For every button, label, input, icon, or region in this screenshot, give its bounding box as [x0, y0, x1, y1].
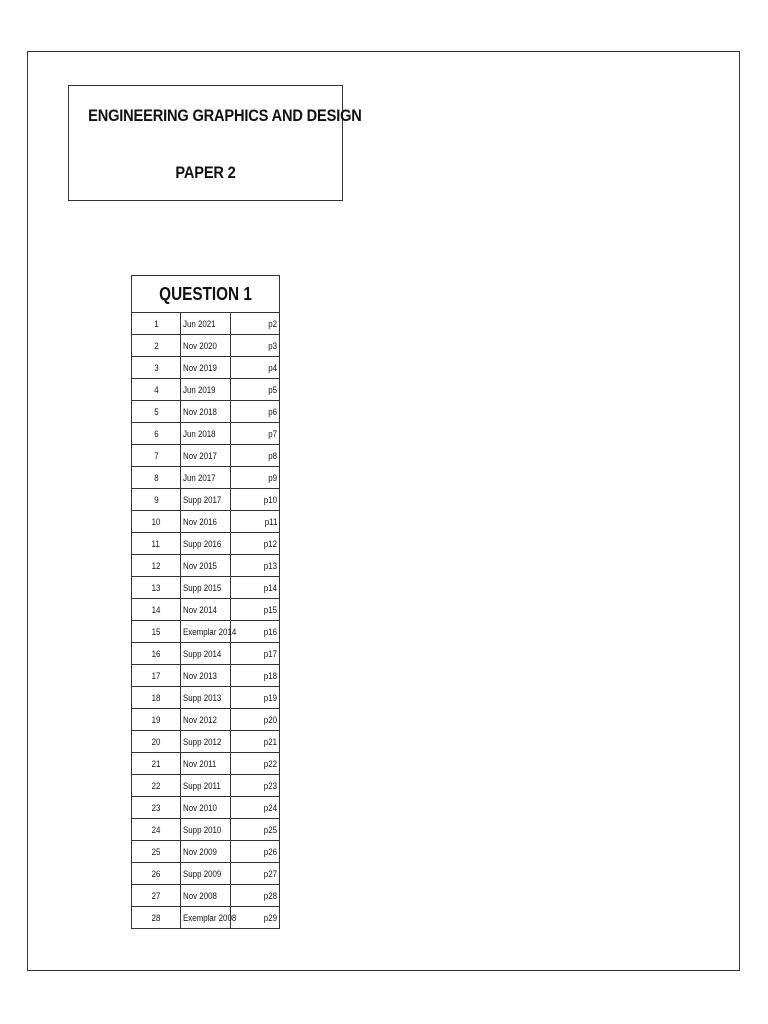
row-session: Nov 2009	[183, 846, 218, 857]
row-session: Jun 2018	[183, 428, 216, 439]
row-number-cell	[132, 599, 181, 621]
row-session-cell	[181, 489, 230, 511]
table-row	[132, 841, 280, 863]
row-number-cell	[132, 797, 181, 819]
table-row	[132, 335, 280, 357]
row-session-cell	[181, 357, 230, 379]
row-number-cell	[132, 709, 181, 731]
table-row	[132, 621, 280, 643]
row-session: Supp 2009	[183, 868, 222, 879]
row-number-cell	[132, 445, 181, 467]
row-page-ref-cell	[230, 753, 279, 775]
row-session: Supp 2010	[183, 824, 222, 835]
table-row	[132, 379, 280, 401]
row-session: Supp 2012	[183, 736, 222, 747]
row-page-ref-cell	[230, 643, 279, 665]
row-session-cell	[181, 335, 230, 357]
row-number-cell	[132, 357, 181, 379]
row-session-cell	[181, 819, 230, 841]
row-number: 4	[153, 384, 159, 395]
row-number: 14	[151, 604, 161, 615]
row-page-ref: p2	[268, 318, 277, 329]
table-row	[132, 775, 280, 797]
table-row	[132, 467, 280, 489]
table-row	[132, 753, 280, 775]
row-session-cell	[181, 797, 230, 819]
row-page-ref: p10	[263, 494, 277, 505]
row-page-ref-cell	[230, 863, 279, 885]
row-session: Nov 2010	[183, 802, 218, 813]
table-row	[132, 665, 280, 687]
table-row	[132, 401, 280, 423]
row-page-ref: p4	[268, 362, 277, 373]
row-session-cell	[181, 665, 230, 687]
row-page-ref: p6	[268, 406, 277, 417]
row-number: 8	[153, 472, 159, 483]
row-page-ref-cell	[230, 533, 279, 555]
row-page-ref: p20	[263, 714, 277, 725]
row-session: Nov 2011	[183, 758, 217, 769]
row-page-ref-cell	[230, 621, 279, 643]
table-body	[132, 313, 280, 929]
row-number-cell	[132, 731, 181, 753]
table-row	[132, 885, 280, 907]
row-session: Exemplar 2014	[183, 626, 237, 637]
row-session-cell	[181, 907, 237, 929]
row-session: Jun 2017	[183, 472, 216, 483]
row-page-ref: p3	[268, 340, 277, 351]
row-session: Nov 2019	[183, 362, 218, 373]
row-page-ref: p7	[268, 428, 277, 439]
row-number: 17	[151, 670, 161, 681]
table-row	[132, 731, 280, 753]
row-session-cell	[181, 313, 230, 335]
row-session-cell	[181, 511, 230, 533]
paper-label: PAPER 2	[175, 163, 236, 182]
row-session: Nov 2012	[183, 714, 218, 725]
row-number-cell	[132, 511, 181, 533]
row-page-ref-cell	[230, 885, 279, 907]
table-row	[132, 511, 280, 533]
row-page-ref: p17	[263, 648, 277, 659]
row-session-cell	[181, 687, 230, 709]
table-row	[132, 863, 280, 885]
row-page-ref-cell	[230, 797, 279, 819]
row-page-ref-cell	[230, 665, 279, 687]
row-session-cell	[181, 753, 230, 775]
row-page-ref: p16	[263, 626, 277, 637]
row-page-ref: p14	[263, 582, 277, 593]
row-number: 16	[151, 648, 161, 659]
row-page-ref: p9	[268, 472, 277, 483]
table-row	[132, 313, 280, 335]
row-session: Jun 2019	[183, 384, 216, 395]
row-number-cell	[132, 423, 181, 445]
table-row	[132, 489, 280, 511]
table-row	[132, 907, 280, 929]
row-page-ref: p29	[263, 912, 277, 923]
row-session-cell	[181, 467, 230, 489]
row-page-ref-cell	[230, 577, 279, 599]
row-number-cell	[132, 885, 181, 907]
row-page-ref-cell	[230, 335, 279, 357]
table-row	[132, 643, 280, 665]
table-row	[132, 577, 280, 599]
row-number: 20	[151, 736, 161, 747]
table-row	[132, 533, 280, 555]
row-session-cell	[181, 577, 230, 599]
row-number-cell	[132, 621, 181, 643]
row-session: Supp 2013	[183, 692, 222, 703]
row-page-ref-cell	[230, 423, 279, 445]
row-number-cell	[132, 467, 181, 489]
row-session-cell	[181, 401, 230, 423]
row-page-ref: p21	[263, 736, 277, 747]
row-number: 12	[151, 560, 161, 571]
row-session-cell	[181, 379, 230, 401]
row-number-cell	[132, 907, 181, 929]
row-number: 2	[153, 340, 159, 351]
document-title: ENGINEERING GRAPHICS AND DESIGN	[88, 106, 362, 125]
row-session-cell	[181, 863, 230, 885]
row-number: 9	[153, 494, 159, 505]
row-page-ref: p27	[263, 868, 277, 879]
table-row	[132, 709, 280, 731]
row-page-ref: p25	[263, 824, 277, 835]
row-page-ref-cell	[230, 775, 279, 797]
table-row	[132, 687, 280, 709]
row-number-cell	[132, 401, 181, 423]
row-session: Nov 2017	[183, 450, 218, 461]
row-number: 25	[151, 846, 161, 857]
row-page-ref: p28	[263, 890, 277, 901]
row-page-ref: p11	[264, 516, 277, 527]
row-number-cell	[132, 577, 181, 599]
row-session-cell	[181, 775, 230, 797]
row-number: 26	[151, 868, 161, 879]
row-number: 27	[151, 890, 161, 901]
row-page-ref-cell	[230, 907, 279, 929]
row-number-cell	[132, 775, 181, 797]
title-box	[68, 85, 362, 201]
row-session: Nov 2014	[183, 604, 218, 615]
row-number: 10	[151, 516, 161, 527]
table-header-row	[132, 276, 280, 313]
row-session-cell	[181, 555, 230, 577]
row-session-cell	[181, 643, 230, 665]
row-page-ref: p8	[268, 450, 277, 461]
table-row	[132, 423, 280, 445]
row-number: 7	[153, 450, 159, 461]
row-session-cell	[181, 423, 230, 445]
row-number-cell	[132, 665, 181, 687]
table-heading-text: QUESTION 1	[159, 283, 252, 304]
row-number: 6	[153, 428, 159, 439]
row-number-cell	[132, 335, 181, 357]
row-number: 3	[153, 362, 159, 373]
row-number-cell	[132, 863, 181, 885]
row-session-cell	[181, 841, 230, 863]
row-page-ref: p13	[263, 560, 277, 571]
row-page-ref: p22	[263, 758, 277, 769]
row-session-cell	[181, 885, 230, 907]
row-page-ref-cell	[230, 819, 279, 841]
row-session: Supp 2017	[183, 494, 222, 505]
row-session: Nov 2020	[183, 340, 218, 351]
row-page-ref-cell	[230, 357, 279, 379]
row-session: Supp 2014	[183, 648, 222, 659]
row-number-cell	[132, 489, 181, 511]
row-session: Nov 2016	[183, 516, 218, 527]
row-number: 11	[152, 538, 161, 549]
row-number-cell	[132, 533, 181, 555]
row-page-ref-cell	[230, 599, 279, 621]
row-session: Supp 2016	[183, 538, 222, 549]
row-number: 18	[151, 692, 161, 703]
row-session: Nov 2015	[183, 560, 218, 571]
row-session: Nov 2008	[183, 890, 218, 901]
row-session: Supp 2011	[183, 780, 222, 791]
row-number: 28	[151, 912, 161, 923]
row-page-ref: p5	[268, 384, 277, 395]
row-page-ref: p19	[263, 692, 277, 703]
row-page-ref-cell	[230, 489, 279, 511]
table-row	[132, 445, 280, 467]
row-number: 22	[151, 780, 161, 791]
row-number-cell	[132, 753, 181, 775]
table-row	[132, 599, 280, 621]
row-number: 1	[153, 318, 159, 329]
row-session: Supp 2015	[183, 582, 222, 593]
row-page-ref: p26	[263, 846, 277, 857]
row-number: 23	[151, 802, 161, 813]
row-number-cell	[132, 379, 181, 401]
row-number-cell	[132, 643, 181, 665]
row-page-ref-cell	[230, 841, 279, 863]
row-page-ref-cell	[230, 511, 279, 533]
row-session: Nov 2018	[183, 406, 218, 417]
row-page-ref: p24	[263, 802, 277, 813]
row-number-cell	[132, 555, 181, 577]
row-page-ref: p23	[263, 780, 277, 791]
row-page-ref-cell	[230, 379, 279, 401]
row-session: Nov 2013	[183, 670, 218, 681]
table-row	[132, 819, 280, 841]
row-session-cell	[181, 709, 230, 731]
table-row	[132, 555, 280, 577]
row-session: Exemplar 2008	[183, 912, 237, 923]
row-number: 13	[151, 582, 161, 593]
question-index-table	[131, 275, 280, 929]
row-session-cell	[181, 621, 237, 643]
row-number-cell	[132, 819, 181, 841]
row-number: 24	[151, 824, 161, 835]
table-row	[132, 797, 280, 819]
row-session-cell	[181, 599, 230, 621]
row-page-ref-cell	[230, 401, 279, 423]
row-page-ref-cell	[230, 555, 279, 577]
row-number: 19	[151, 714, 161, 725]
row-page-ref-cell	[230, 313, 279, 335]
row-page-ref-cell	[230, 709, 279, 731]
table-row	[132, 357, 280, 379]
row-page-ref-cell	[230, 445, 279, 467]
row-session-cell	[181, 533, 230, 555]
row-page-ref-cell	[230, 467, 279, 489]
row-number: 21	[151, 758, 161, 769]
row-number-cell	[132, 687, 181, 709]
row-number: 5	[153, 406, 159, 417]
row-session-cell	[181, 445, 230, 467]
row-number: 15	[151, 626, 161, 637]
row-number-cell	[132, 313, 181, 335]
table-heading	[132, 276, 280, 313]
row-number-cell	[132, 841, 181, 863]
row-page-ref: p18	[263, 670, 277, 681]
row-page-ref: p15	[263, 604, 277, 615]
row-page-ref-cell	[230, 687, 279, 709]
row-page-ref-cell	[230, 731, 279, 753]
row-page-ref: p12	[263, 538, 277, 549]
row-session-cell	[181, 731, 230, 753]
row-session: Jun 2021	[183, 318, 216, 329]
